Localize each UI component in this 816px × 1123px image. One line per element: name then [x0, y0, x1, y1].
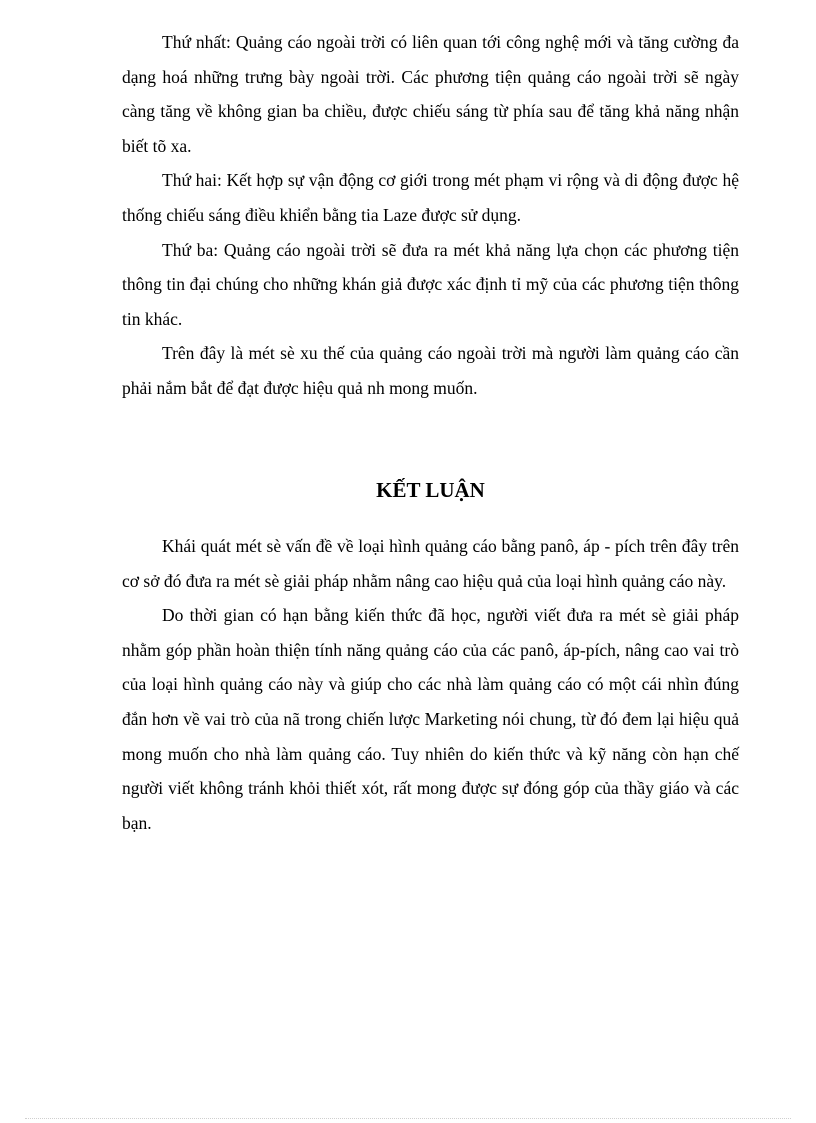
paragraph-second-trend: Thứ hai: Kết hợp sự vận động cơ giới trong mét phạm vi rộng và di động được hệ thống chiếu sáng điều khiển bằng tia Laze được sử dụng. [122, 170, 739, 225]
page-bottom-divider [25, 1118, 791, 1119]
trends-section [122, 25, 739, 406]
conclusion-section [122, 529, 739, 840]
conclusion-heading: KẾT LUẬN [376, 478, 485, 502]
paragraph-conclusion-overview: Khái quát mét sè vấn đề về loại hình quảng cáo bằng panô, áp - pích trên đây trên cơ sở đó đưa ra mét sè giải pháp nhằm nâng cao hiệu quả của loại hình quảng cáo này. [122, 536, 739, 591]
paragraph-trends-summary: Trên đây là mét sè xu thế của quảng cáo ngoài trời mà người làm quảng cáo cần phải nắm bắt để đạt được hiệu quả nh mong muốn. [122, 343, 739, 398]
paragraph-conclusion-closing: Do thời gian có hạn bằng kiến thức đã học, người viết đưa ra mét sè giải pháp nhằm góp phần hoàn thiện tính năng quảng cáo của các panô, áp-pích, nâng cao vai trò của loại hình quảng cáo này và giúp cho các nhà làm quảng cáo có một cái nhìn đúng đắn hơn về vai trò của nã trong chiến lược Marketing nói chung, từ đó đem lại hiệu quả mong muốn cho nhà làm quảng cáo. Tuy nhiên do kiến thức và kỹ năng còn hạn chế người viết không tránh khỏi thiết xót, rất mong được sự đóng góp của thầy giáo và các bạn. [122, 605, 739, 833]
paragraph-first-trend: Thứ nhất: Quảng cáo ngoài trời có liên quan tới công nghệ mới và tăng cường đa dạng hoá những trưng bày ngoài trời. Các phương tiện quảng cáo ngoài trời sẽ ngày càng tăng về không gian ba chiều, được chiếu sáng từ phía sau để tăng khả năng nhận biết tõ xa. [122, 32, 739, 156]
paragraph-third-trend: Thứ ba: Quảng cáo ngoài trời sẽ đưa ra mét khả năng lựa chọn các phương tiện thông tin đại chúng cho những khán giả được xác định tỉ mỹ của các phương tiện thông tin khác. [122, 239, 739, 329]
